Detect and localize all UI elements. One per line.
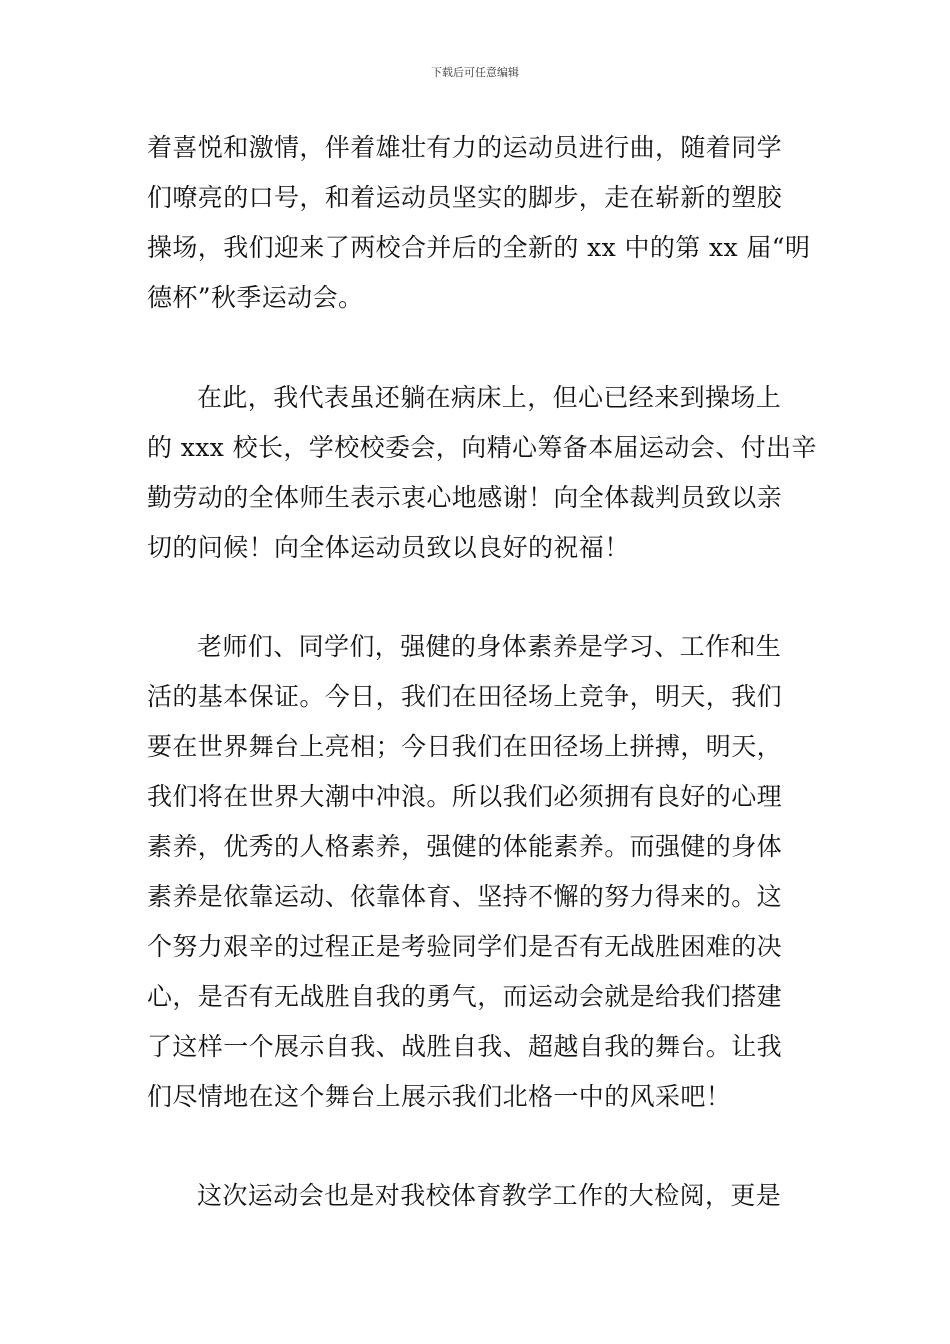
paragraph-line: 在此，我代表虽还躺在病床上，但心已经来到操场上 xyxy=(197,383,782,412)
page-header-note: 下载后可任意编辑 xyxy=(431,66,519,79)
paragraph-line: 着喜悦和激情，伴着雄壮有力的运动员进行曲，随着同学 xyxy=(147,133,783,162)
paragraph-line: 老师们、同学们，强健的身体素养是学习、工作和生 xyxy=(197,632,782,661)
paragraph-line: 个努力艰辛的过程正是考验同学们是否有无战胜困难的决 xyxy=(147,932,783,961)
paragraph-line: 们尽情地在这个舞台上展示我们北格一中的风采吧！ xyxy=(147,1082,732,1111)
paragraph-line: 我们将在世界大潮中冲浪。所以我们必须拥有良好的心理 xyxy=(147,782,783,811)
paragraph-line: 素养，优秀的人格素养，强健的体能素养。而强健的身体 xyxy=(147,832,783,861)
paragraph-line: 们嘹亮的口号，和着运动员坚实的脚步，走在崭新的塑胶 xyxy=(147,183,783,212)
paragraph-line: 要在世界舞台上亮相；今日我们在田径场上拼搏，明天， xyxy=(147,732,783,761)
paragraph-line: 德杯”秋季运动会。 xyxy=(147,283,364,312)
paragraph-line: 切的问候！向全体运动员致以良好的祝福！ xyxy=(147,533,630,562)
paragraph-line: 心，是否有无战胜自我的勇气，而运动会就是给我们搭建 xyxy=(147,982,783,1011)
paragraph-line: 素养是依靠运动、依靠体育、坚持不懈的努力得来的。这 xyxy=(147,882,783,911)
paragraph-line: 活的基本保证。今日，我们在田径场上竞争，明天，我们 xyxy=(147,682,783,711)
paragraph-line: 操场，我们迎来了两校合并后的全新的 xx 中的第 xx 届“明 xyxy=(147,233,811,262)
paragraph-line: 了这样一个展示自我、战胜自我、超越自我的舞台。让我 xyxy=(147,1032,783,1061)
paragraph-line: 这次运动会也是对我校体育教学工作的大检阅，更是 xyxy=(197,1181,782,1210)
paragraph-line: 勤劳动的全体师生表示衷心地感谢！向全体裁判员致以亲 xyxy=(147,483,783,512)
paragraph-line: 的 xxx 校长，学校校委会，向精心筹备本届运动会、付出辛 xyxy=(147,433,817,462)
